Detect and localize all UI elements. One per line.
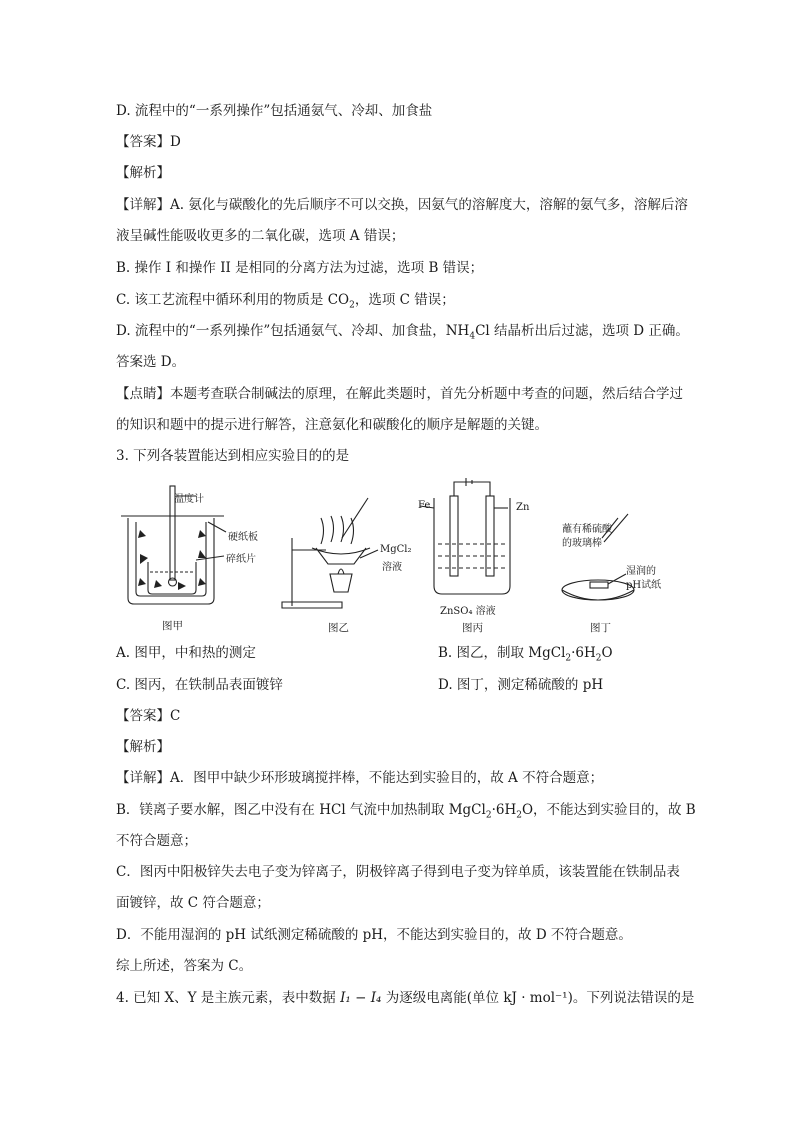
caption-bing: 图丙 bbox=[462, 622, 483, 634]
board-label: 硬纸板 bbox=[228, 532, 258, 543]
text-line: 答案选 D。 bbox=[116, 354, 186, 370]
ph-paper-label-2: pH试纸 bbox=[626, 580, 662, 591]
answer-label: 【答案】D bbox=[116, 134, 181, 150]
electrolyte-label: ZnSO₄ 溶液 bbox=[440, 606, 496, 617]
solution-label: 溶液 bbox=[382, 562, 402, 573]
text-line: 不符合题意； bbox=[116, 833, 197, 849]
caption-yi: 图乙 bbox=[328, 622, 349, 634]
text-line: 的知识和题中的提示进行解答，注意氨化和碳酸化的顺序是解题的关键。 bbox=[116, 417, 548, 433]
text-line: C．图丙中阳极锌失去电子变为锌离子，阴极锌离子得到电子变为锌单质，该装置能在铁制品表 bbox=[116, 864, 680, 880]
text-line: 【详解】A．图甲中缺少环形玻璃搅拌棒，不能达到实验目的，故 A 不符合题意； bbox=[116, 770, 604, 786]
answer-label: 【答案】C bbox=[116, 708, 181, 724]
mgcl2-label: MgCl₂ bbox=[380, 544, 412, 555]
question-3: 3. 下列各装置能达到相应实验目的的是 bbox=[116, 448, 350, 464]
text-line: D. 流程中的“一系列操作”包括通氨气、冷却、加食盐，$NH_4Cl$ 结晶析出后过滤，选项 D 正确。 bbox=[116, 323, 689, 342]
ph-paper-label: 湿润的 bbox=[626, 566, 656, 577]
option-d: D. 图丁，测定稀硫酸的 pH bbox=[438, 677, 604, 693]
text-line: 液呈碱性能吸收更多的二氧化碳，选项 A 错误； bbox=[116, 228, 405, 244]
option-a: A. 图甲，中和热的测定 bbox=[116, 645, 256, 661]
question-4: 4. 已知 X、Y 是主族元素，表中数据 I₁ − I₄ 为逐级电离能(单位 kJ · mol⁻¹)。下列说法错误的是 bbox=[116, 990, 695, 1006]
option-c: C. 图丙，在铁制品表面镀锌 bbox=[116, 677, 283, 693]
analysis-label: 【解析】 bbox=[116, 739, 170, 755]
text-line: D．不能用湿润的 pH 试纸测定稀硫酸的 pH，不能达到实验目的，故 D 不符合题意。 bbox=[116, 927, 632, 943]
thermometer-label: 温度计 bbox=[174, 494, 204, 505]
option-b: B. 图乙，制取 $MgCl_2\cdot 6H_2O$ bbox=[438, 645, 613, 664]
text-line: B. 操作 I 和操作 II 是相同的分离方法为过滤，选项 B 错误； bbox=[116, 260, 484, 276]
zn-electrode-label: Zn bbox=[516, 502, 530, 513]
rod-label-2: 的玻璃棒 bbox=[562, 538, 602, 549]
text-line: 【详解】A. 氨化与碳酸化的先后顺序不可以交换，因氨气的溶解度大，溶解的氨气多，溶解后溶 bbox=[116, 197, 688, 213]
rod-label: 蘸有稀硫酸 bbox=[562, 524, 612, 535]
caption-jia: 图甲 bbox=[162, 620, 183, 632]
text-line: 面镀锌，故 C 符合题意； bbox=[116, 895, 270, 911]
text-line: B．镁离子要水解，图乙中没有在 HCl 气流中加热制取 $MgCl_2\cdot 6H_2O$，不能达到实验目的，故 B bbox=[116, 802, 696, 821]
fe-electrode-label: Fe bbox=[418, 500, 431, 511]
analysis-label: 【解析】 bbox=[116, 165, 170, 181]
text-line: D. 流程中的“一系列操作”包括通氨气、冷却、加食盐 bbox=[116, 103, 433, 119]
text-line: 综上所述，答案为 C。 bbox=[116, 958, 253, 974]
apparatus-figure bbox=[116, 478, 676, 638]
text-line: 【点睛】本题考查联合制碱法的原理，在解此类题时，首先分析题中考查的问题，然后结合学过 bbox=[116, 386, 683, 402]
caption-ding: 图丁 bbox=[590, 622, 611, 634]
paper-label: 碎纸片 bbox=[226, 554, 256, 565]
text-line: C. 该工艺流程中循环利用的物质是 $CO_2$，选项 C 错误； bbox=[116, 292, 455, 311]
